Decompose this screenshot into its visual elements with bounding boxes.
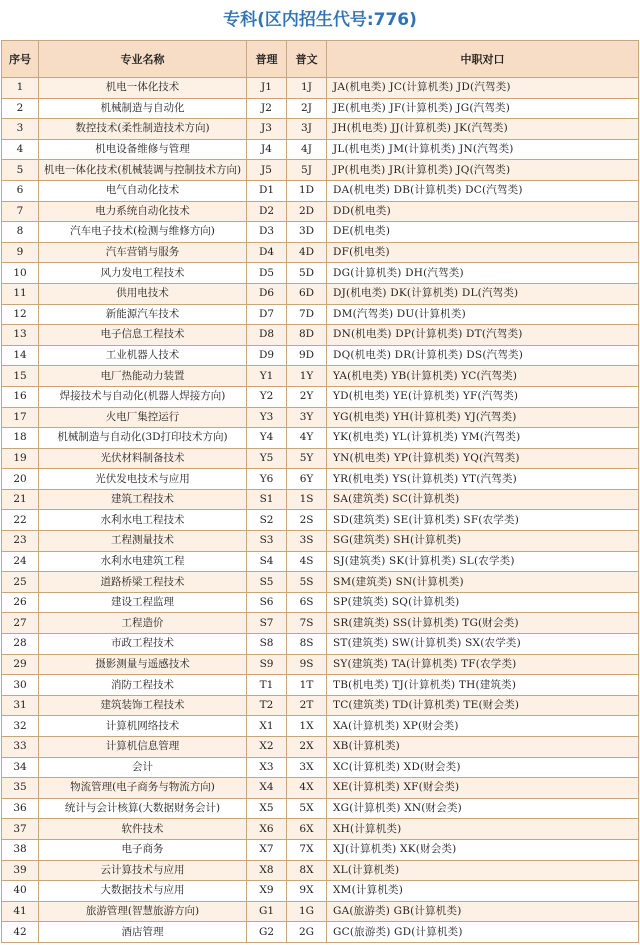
table-row — [2, 695, 639, 716]
major-name: 电力系统自动化技术 — [39, 201, 247, 222]
vocational-codes: SA(建筑类) SC(计算机类) — [327, 489, 639, 510]
row-index: 19 — [2, 448, 39, 469]
arts-code: 6D — [287, 283, 327, 304]
table-row — [2, 345, 639, 366]
vocational-codes: ST(建筑类) SW(计算机类) SX(农学类) — [327, 634, 639, 655]
major-name: 计算机信息管理 — [39, 737, 247, 758]
arts-code: 2J — [287, 98, 327, 119]
table-row — [2, 798, 639, 819]
arts-code: 2T — [287, 695, 327, 716]
row-index: 17 — [2, 407, 39, 428]
vocational-codes: YN(机电类) YP(计算机类) YQ(汽驾类) — [327, 448, 639, 469]
table-row — [2, 98, 639, 119]
science-code: Y3 — [247, 407, 287, 428]
major-name: 摄影测量与遥感技术 — [39, 654, 247, 675]
arts-code: 5Y — [287, 448, 327, 469]
arts-code: 8S — [287, 634, 327, 655]
table-row — [2, 922, 639, 943]
science-code: D5 — [247, 263, 287, 284]
table-row — [2, 778, 639, 799]
table-row — [2, 737, 639, 758]
row-index: 40 — [2, 881, 39, 902]
science-code: J1 — [247, 78, 287, 99]
table-row — [2, 839, 639, 860]
arts-code: 2D — [287, 201, 327, 222]
table-row — [2, 757, 639, 778]
major-name: 云计算技术与应用 — [39, 860, 247, 881]
major-name: 工程测量技术 — [39, 531, 247, 552]
row-index: 18 — [2, 428, 39, 449]
major-name: 大数据技术与应用 — [39, 881, 247, 902]
row-index: 42 — [2, 922, 39, 943]
science-code: X9 — [247, 881, 287, 902]
vocational-codes: JH(机电类) JJ(计算机类) JK(汽驾类) — [327, 119, 639, 140]
vocational-codes: DG(计算机类) DH(汽驾类) — [327, 263, 639, 284]
arts-code: 7S — [287, 613, 327, 634]
vocational-codes: SY(建筑类) TA(计算机类) TF(农学类) — [327, 654, 639, 675]
science-code: S7 — [247, 613, 287, 634]
row-index: 9 — [2, 242, 39, 263]
row-index: 33 — [2, 737, 39, 758]
table-row — [2, 78, 639, 99]
science-code: X5 — [247, 798, 287, 819]
header-major-name: 专业名称 — [39, 41, 247, 78]
arts-code: 9S — [287, 654, 327, 675]
science-code: D7 — [247, 304, 287, 325]
major-name: 光伏发电技术与应用 — [39, 469, 247, 490]
major-name: 机电一体化技术(机械装调与控制技术方向) — [39, 160, 247, 181]
row-index: 29 — [2, 654, 39, 675]
table-row — [2, 242, 639, 263]
science-code: S6 — [247, 592, 287, 613]
vocational-codes: TB(机电类) TJ(计算机类) TH(建筑类) — [327, 675, 639, 696]
table-row — [2, 572, 639, 593]
table-row — [2, 407, 639, 428]
vocational-codes: JE(机电类) JF(计算机类) JG(汽驾类) — [327, 98, 639, 119]
row-index: 27 — [2, 613, 39, 634]
major-name: 光伏材料制备技术 — [39, 448, 247, 469]
science-code: J2 — [247, 98, 287, 119]
table-row — [2, 222, 639, 243]
science-code: D6 — [247, 283, 287, 304]
row-index: 31 — [2, 695, 39, 716]
major-name: 统计与会计核算(大数据财务会计) — [39, 798, 247, 819]
row-index: 6 — [2, 180, 39, 201]
vocational-codes: YR(机电类) YS(计算机类) YT(汽驾类) — [327, 469, 639, 490]
row-index: 39 — [2, 860, 39, 881]
page-title: 专科(区内招生代号:776) — [0, 0, 640, 40]
major-name: 数控技术(柔性制造技术方向) — [39, 119, 247, 140]
major-name: 电气自动化技术 — [39, 180, 247, 201]
science-code: Y6 — [247, 469, 287, 490]
arts-code: 1D — [287, 180, 327, 201]
row-index: 38 — [2, 839, 39, 860]
arts-code: 1S — [287, 489, 327, 510]
header-index: 序号 — [2, 41, 39, 78]
row-index: 12 — [2, 304, 39, 325]
table-row — [2, 304, 639, 325]
vocational-codes: DJ(机电类) DK(计算机类) DL(汽驾类) — [327, 283, 639, 304]
science-code: X6 — [247, 819, 287, 840]
science-code: Y1 — [247, 366, 287, 387]
vocational-codes: DF(机电类) — [327, 242, 639, 263]
vocational-codes: DD(机电类) — [327, 201, 639, 222]
vocational-codes: XL(计算机类) — [327, 860, 639, 881]
row-index: 4 — [2, 139, 39, 160]
table-row — [2, 448, 639, 469]
vocational-codes: XE(计算机类) XF(财会类) — [327, 778, 639, 799]
vocational-codes: XJ(计算机类) XK(财会类) — [327, 839, 639, 860]
vocational-codes: SD(建筑类) SE(计算机类) SF(农学类) — [327, 510, 639, 531]
vocational-codes: JA(机电类) JC(计算机类) JD(汽驾类) — [327, 78, 639, 99]
table-row — [2, 160, 639, 181]
row-index: 8 — [2, 222, 39, 243]
row-index: 35 — [2, 778, 39, 799]
table-row — [2, 428, 639, 449]
major-name: 焊接技术与自动化(机器人焊接方向) — [39, 386, 247, 407]
vocational-codes: YD(机电类) YE(计算机类) YF(汽驾类) — [327, 386, 639, 407]
row-index: 37 — [2, 819, 39, 840]
vocational-codes: DN(机电类) DP(计算机类) DT(汽驾类) — [327, 325, 639, 346]
major-name: 电子信息工程技术 — [39, 325, 247, 346]
vocational-codes: XM(计算机类) — [327, 881, 639, 902]
major-name: 建筑装饰工程技术 — [39, 695, 247, 716]
arts-code: 3Y — [287, 407, 327, 428]
arts-code: 3J — [287, 119, 327, 140]
major-name: 旅游管理(智慧旅游方向) — [39, 901, 247, 922]
major-name: 新能源汽车技术 — [39, 304, 247, 325]
science-code: S4 — [247, 551, 287, 572]
science-code: T1 — [247, 675, 287, 696]
science-code: D1 — [247, 180, 287, 201]
vocational-codes: SR(建筑类) SS(计算机类) TG(财会类) — [327, 613, 639, 634]
row-index: 10 — [2, 263, 39, 284]
table-row — [2, 654, 639, 675]
header-vocational-code: 中职对口 — [327, 41, 639, 78]
major-name: 消防工程技术 — [39, 675, 247, 696]
table-row — [2, 119, 639, 140]
row-index: 16 — [2, 386, 39, 407]
major-name: 汽车营销与服务 — [39, 242, 247, 263]
science-code: X7 — [247, 839, 287, 860]
table-row — [2, 510, 639, 531]
major-name: 软件技术 — [39, 819, 247, 840]
major-name: 电子商务 — [39, 839, 247, 860]
major-name: 工业机器人技术 — [39, 345, 247, 366]
major-name: 建设工程监理 — [39, 592, 247, 613]
row-index: 26 — [2, 592, 39, 613]
row-index: 24 — [2, 551, 39, 572]
science-code: D9 — [247, 345, 287, 366]
table-row — [2, 860, 639, 881]
science-code: S8 — [247, 634, 287, 655]
table-body — [2, 78, 639, 943]
row-index: 3 — [2, 119, 39, 140]
table-header-row — [2, 41, 639, 78]
science-code: S5 — [247, 572, 287, 593]
arts-code: 3X — [287, 757, 327, 778]
row-index: 41 — [2, 901, 39, 922]
major-table — [1, 40, 639, 943]
major-name: 水利水电工程技术 — [39, 510, 247, 531]
major-name: 电厂热能动力装置 — [39, 366, 247, 387]
science-code: G2 — [247, 922, 287, 943]
arts-code: 6X — [287, 819, 327, 840]
vocational-codes: YG(机电类) YH(计算机类) YJ(汽驾类) — [327, 407, 639, 428]
arts-code: 3S — [287, 531, 327, 552]
row-index: 20 — [2, 469, 39, 490]
header-science-code: 普理 — [247, 41, 287, 78]
arts-code: 3D — [287, 222, 327, 243]
major-name: 机电一体化技术 — [39, 78, 247, 99]
science-code: S1 — [247, 489, 287, 510]
vocational-codes: XB(计算机类) — [327, 737, 639, 758]
major-name: 计算机网络技术 — [39, 716, 247, 737]
major-name: 汽车电子技术(检测与维修方向) — [39, 222, 247, 243]
science-code: S2 — [247, 510, 287, 531]
vocational-codes: DE(机电类) — [327, 222, 639, 243]
vocational-codes: YA(机电类) YB(计算机类) YC(汽驾类) — [327, 366, 639, 387]
vocational-codes: SJ(建筑类) SK(计算机类) SL(农学类) — [327, 551, 639, 572]
vocational-codes: XH(计算机类) — [327, 819, 639, 840]
science-code: Y5 — [247, 448, 287, 469]
science-code: J5 — [247, 160, 287, 181]
table-row — [2, 901, 639, 922]
arts-code: 9X — [287, 881, 327, 902]
arts-code: 1G — [287, 901, 327, 922]
vocational-codes: GA(旅游类) GB(计算机类) — [327, 901, 639, 922]
table-row — [2, 613, 639, 634]
science-code: Y4 — [247, 428, 287, 449]
row-index: 7 — [2, 201, 39, 222]
major-name: 机电设备维修与管理 — [39, 139, 247, 160]
arts-code: 5D — [287, 263, 327, 284]
major-name: 酒店管理 — [39, 922, 247, 943]
vocational-codes: DM(汽驾类) DU(计算机类) — [327, 304, 639, 325]
arts-code: 4J — [287, 139, 327, 160]
vocational-codes: DQ(机电类) DR(计算机类) DS(汽驾类) — [327, 345, 639, 366]
science-code: X3 — [247, 757, 287, 778]
row-index: 32 — [2, 716, 39, 737]
arts-code: 2Y — [287, 386, 327, 407]
vocational-codes: XG(计算机类) XN(财会类) — [327, 798, 639, 819]
table-row — [2, 819, 639, 840]
major-name: 机械制造与自动化 — [39, 98, 247, 119]
row-index: 5 — [2, 160, 39, 181]
science-code: Y2 — [247, 386, 287, 407]
row-index: 21 — [2, 489, 39, 510]
arts-code: 8X — [287, 860, 327, 881]
science-code: T2 — [247, 695, 287, 716]
row-index: 11 — [2, 283, 39, 304]
table-row — [2, 675, 639, 696]
vocational-codes: XC(计算机类) XD(财会类) — [327, 757, 639, 778]
arts-code: 1X — [287, 716, 327, 737]
table-row — [2, 180, 639, 201]
major-name: 供用电技术 — [39, 283, 247, 304]
row-index: 14 — [2, 345, 39, 366]
science-code: X2 — [247, 737, 287, 758]
table-row — [2, 283, 639, 304]
arts-code: 1T — [287, 675, 327, 696]
table-row — [2, 489, 639, 510]
science-code: D2 — [247, 201, 287, 222]
vocational-codes: SG(建筑类) SH(计算机类) — [327, 531, 639, 552]
vocational-codes: SM(建筑类) SN(计算机类) — [327, 572, 639, 593]
arts-code: 1Y — [287, 366, 327, 387]
row-index: 34 — [2, 757, 39, 778]
major-name: 水利水电建筑工程 — [39, 551, 247, 572]
science-code: J4 — [247, 139, 287, 160]
vocational-codes: XA(计算机类) XP(财会类) — [327, 716, 639, 737]
arts-code: 6Y — [287, 469, 327, 490]
header-arts-code: 普文 — [287, 41, 327, 78]
major-name: 工程造价 — [39, 613, 247, 634]
science-code: X4 — [247, 778, 287, 799]
major-name: 物流管理(电子商务与物流方向) — [39, 778, 247, 799]
vocational-codes: GC(旅游类) GD(计算机类) — [327, 922, 639, 943]
row-index: 36 — [2, 798, 39, 819]
table-row — [2, 263, 639, 284]
row-index: 30 — [2, 675, 39, 696]
table-row — [2, 634, 639, 655]
table-row — [2, 551, 639, 572]
table-row — [2, 716, 639, 737]
row-index: 15 — [2, 366, 39, 387]
arts-code: 2G — [287, 922, 327, 943]
vocational-codes: JL(机电类) JM(计算机类) JN(汽驾类) — [327, 139, 639, 160]
science-code: S3 — [247, 531, 287, 552]
vocational-codes: SP(建筑类) SQ(计算机类) — [327, 592, 639, 613]
table-row — [2, 366, 639, 387]
row-index: 28 — [2, 634, 39, 655]
row-index: 1 — [2, 78, 39, 99]
major-name: 建筑工程技术 — [39, 489, 247, 510]
science-code: D3 — [247, 222, 287, 243]
table-row — [2, 386, 639, 407]
arts-code: 2S — [287, 510, 327, 531]
major-name: 道路桥梁工程技术 — [39, 572, 247, 593]
table-row — [2, 469, 639, 490]
table-row — [2, 201, 639, 222]
major-name: 火电厂集控运行 — [39, 407, 247, 428]
row-index: 25 — [2, 572, 39, 593]
arts-code: 4X — [287, 778, 327, 799]
arts-code: 5J — [287, 160, 327, 181]
row-index: 13 — [2, 325, 39, 346]
table-row — [2, 139, 639, 160]
table-row — [2, 325, 639, 346]
arts-code: 8D — [287, 325, 327, 346]
science-code: X1 — [247, 716, 287, 737]
science-code: J3 — [247, 119, 287, 140]
science-code: D8 — [247, 325, 287, 346]
vocational-codes: JP(机电类) JR(计算机类) JQ(汽驾类) — [327, 160, 639, 181]
row-index: 2 — [2, 98, 39, 119]
arts-code: 4S — [287, 551, 327, 572]
arts-code: 4Y — [287, 428, 327, 449]
major-name: 会计 — [39, 757, 247, 778]
table-row — [2, 531, 639, 552]
science-code: G1 — [247, 901, 287, 922]
arts-code: 7D — [287, 304, 327, 325]
arts-code: 9D — [287, 345, 327, 366]
arts-code: 1J — [287, 78, 327, 99]
table-row — [2, 881, 639, 902]
arts-code: 6S — [287, 592, 327, 613]
table-row — [2, 592, 639, 613]
vocational-codes: TC(建筑类) TD(计算机类) TE(财会类) — [327, 695, 639, 716]
arts-code: 7X — [287, 839, 327, 860]
arts-code: 5S — [287, 572, 327, 593]
science-code: S9 — [247, 654, 287, 675]
vocational-codes: YK(机电类) YL(计算机类) YM(汽驾类) — [327, 428, 639, 449]
row-index: 23 — [2, 531, 39, 552]
science-code: X8 — [247, 860, 287, 881]
arts-code: 2X — [287, 737, 327, 758]
major-name: 机械制造与自动化(3D打印技术方向) — [39, 428, 247, 449]
major-name: 市政工程技术 — [39, 634, 247, 655]
arts-code: 4D — [287, 242, 327, 263]
row-index: 22 — [2, 510, 39, 531]
vocational-codes: DA(机电类) DB(计算机类) DC(汽驾类) — [327, 180, 639, 201]
major-name: 风力发电工程技术 — [39, 263, 247, 284]
science-code: D4 — [247, 242, 287, 263]
arts-code: 5X — [287, 798, 327, 819]
